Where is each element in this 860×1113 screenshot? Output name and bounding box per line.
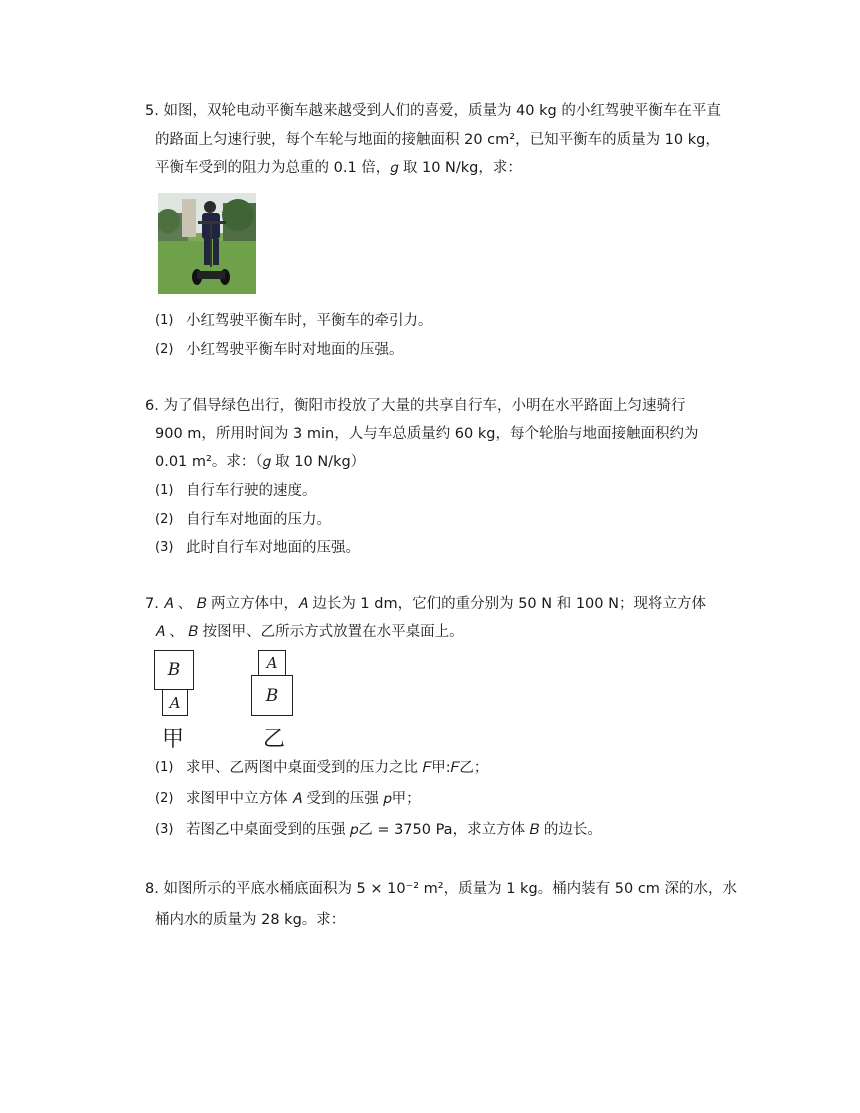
- q6-sub2-number: (2): [155, 512, 174, 527]
- q7-sub1-number: (1): [155, 760, 174, 775]
- q6-sub1-number: (1): [155, 483, 174, 498]
- figure-yi-cube-b: B: [251, 675, 293, 716]
- q6-sub2-text: 自行车对地面的压力。: [186, 512, 331, 528]
- figure-jia-cube-b: B: [154, 650, 194, 690]
- q8-line-2: 桶内水的质量为 28 kg。求：: [155, 912, 346, 928]
- q7-sub1-text: 求甲、乙两图中桌面受到的压力之比 𝐹甲:𝐹乙；: [186, 760, 489, 776]
- figure-jia-caption: 甲: [162, 727, 185, 752]
- q5-line-2: 的路面上匀速行驶，每个车轮与地面的接触面积 20 cm²，已知平衡车的质量为 10 kg，: [155, 132, 720, 148]
- q7-sub2-number: (2): [155, 791, 174, 806]
- q6-sub1-text: 自行车行驶的速度。: [186, 483, 317, 499]
- figure-yi-caption: 乙: [263, 727, 286, 752]
- q5-sub1-text: 小红驾驶平衡车时，平衡车的牵引力。: [186, 313, 433, 329]
- q7-sub3-number: (3): [155, 822, 174, 837]
- q5-sub2-number: (2): [155, 342, 174, 357]
- q5-line-3: 平衡车受到的阻力为总重的 0.1 倍，𝑔 取 10 N/kg，求：: [155, 160, 522, 176]
- q6-sub3-text: 此时自行车对地面的压强。: [186, 540, 360, 556]
- q6-sub3-number: (3): [155, 540, 174, 555]
- q6-line-1: 6. 为了倡导绿色出行，衡阳市投放了大量的共享自行车，小明在水平路面上匀速骑行: [145, 398, 686, 414]
- figure-yi-cube-a: A: [258, 650, 286, 676]
- q5-line-1: 5. 如图，双轮电动平衡车越来越受到人们的喜爱，质量为 40 kg 的小红驾驶平衡车在平直: [145, 103, 721, 119]
- figure-jia-cube-a: A: [162, 689, 188, 716]
- q7-sub3-text: 若图乙中桌面受到的压强 𝑝乙 = 3750 Pa，求立方体 𝐵 的边长。: [186, 822, 602, 838]
- q7-line-1: 7. 𝐴 、 𝐵 两立方体中，𝐴 边长为 1 dm，它们的重分别为 50 N 和 100 N；现将立方体: [145, 596, 706, 612]
- q5-sub1-number: (1): [155, 313, 174, 328]
- q7-line-2: 𝐴 、 𝐵 按图甲、乙所示方式放置在水平桌面上。: [155, 624, 464, 640]
- q6-line-2: 900 m，所用时间为 3 min，人与车总质量约 60 kg，每个轮胎与地面接触面积约为: [155, 426, 699, 442]
- balance-scooter-photo: [158, 193, 256, 294]
- q7-sub2-text: 求图甲中立方体 𝐴 受到的压强 𝑝甲；: [186, 791, 421, 807]
- cube-stack-figure: [150, 648, 310, 753]
- q8-line-1: 8. 如图所示的平底水桶底面积为 5 × 10⁻² m²，质量为 1 kg。桶内装有 50 cm 深的水，水: [145, 881, 738, 897]
- q5-sub2-text: 小红驾驶平衡车时对地面的压强。: [186, 342, 404, 358]
- q6-line-3: 0.01 m²。求：（𝑔 取 10 N/kg）: [155, 454, 366, 470]
